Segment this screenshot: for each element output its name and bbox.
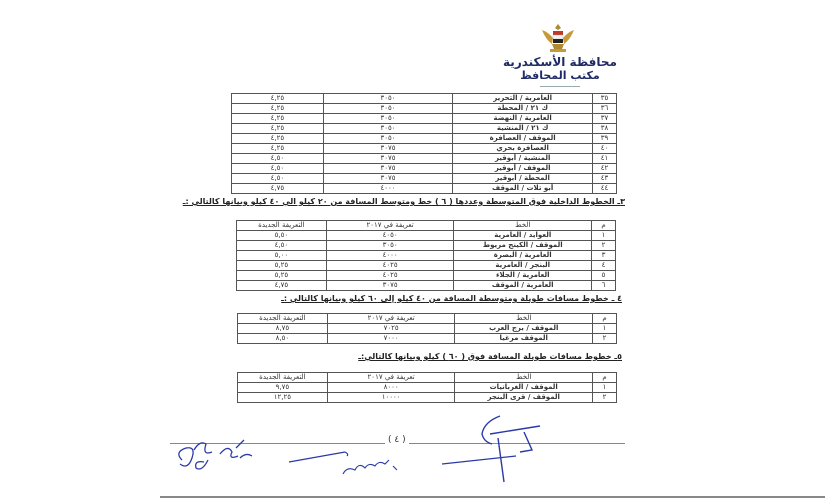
cell-fare-2017: ٤٠٢٥	[326, 261, 454, 271]
cell-route: الموقف / الكينج مريوط	[454, 241, 592, 251]
cell-new-fare: ٤,٥٠	[232, 174, 324, 184]
cell-num: ٤٢	[593, 164, 617, 174]
table-row	[232, 114, 617, 124]
table-row	[238, 324, 617, 334]
table-row	[232, 174, 617, 184]
cell-fare-2017: ٣٠٧٥	[323, 174, 453, 184]
cell-route: ك ٢١ / المنشية	[453, 124, 593, 134]
signature-middle-icon	[285, 448, 425, 478]
cell-route: الموقف / قرى البنجر	[455, 393, 593, 403]
section-3-heading: ٣ـ الخطوط الداخلية فوق المتوسطة وعددها ( ٦ ) خط ومتوسط المسافة من ٢٠ كيلو الي ٤٠ كيلو وبيانها كالتالي :ـ	[182, 197, 625, 206]
cell-num: ٣٦	[593, 104, 617, 114]
table-row	[237, 271, 616, 281]
cell-fare-2017: ٧٠٢٥	[327, 324, 455, 334]
section-4-table	[237, 313, 617, 344]
cell-route: ك ٢١ / المحطة	[453, 104, 593, 114]
table-row	[237, 231, 616, 241]
cell-route: العامرية / الموقف	[454, 281, 592, 291]
cell-num: ١	[593, 324, 617, 334]
cell-new-fare: ٤,٢٥	[232, 94, 324, 104]
cell-route: البنجر / العامرية	[454, 261, 592, 271]
table-row	[232, 144, 617, 154]
table-row	[238, 383, 617, 393]
cell-fare-2017: ٣٠٥٠	[323, 94, 453, 104]
table-row	[232, 94, 617, 104]
cell-new-fare: ٤,٢٥	[232, 124, 324, 134]
cell-fare-2017: ٣٠٥٠	[323, 134, 453, 144]
cell-fare-2017: ٣٠٧٥	[323, 144, 453, 154]
cell-new-fare: ١٢,٢٥	[238, 393, 328, 403]
cell-num: ٤٤	[593, 184, 617, 194]
egypt-eagle-emblem-icon	[540, 22, 576, 54]
cell-route: الموقف / الغربانيات	[455, 383, 593, 393]
cell-num: ٢	[593, 393, 617, 403]
cell-num: ٣	[592, 251, 616, 261]
cell-num: ٤	[592, 261, 616, 271]
section-5-table	[237, 372, 617, 403]
column-header-new-fare: التعريفة الجديدة	[238, 373, 328, 383]
cell-num: ٦	[592, 281, 616, 291]
cell-new-fare: ٨,٥٠	[238, 334, 328, 344]
cell-fare-2017: ٣٠٥٠	[323, 124, 453, 134]
cell-new-fare: ٥,٢٥	[237, 271, 327, 281]
cell-num: ٤١	[593, 154, 617, 164]
table-row	[232, 104, 617, 114]
cell-new-fare: ٤,٢٥	[232, 134, 324, 144]
cell-num: ٣٥	[593, 94, 617, 104]
cell-fare-2017: ٤٠٠٠	[323, 184, 453, 194]
cell-num: ١	[593, 383, 617, 393]
section-3-table	[236, 220, 616, 291]
table-row	[232, 124, 617, 134]
column-header-fare-2017: تعريفة في ٢٠١٧	[327, 314, 455, 324]
signature-right-icon	[440, 412, 560, 487]
letterhead	[470, 56, 650, 87]
cell-fare-2017: ٤٠٢٥	[326, 271, 454, 281]
cell-fare-2017: ١٠٠٠٠	[327, 393, 455, 403]
cell-route: المنشية / أبوقير	[453, 154, 593, 164]
cell-route: الموقف مرغيا	[455, 334, 593, 344]
table-header-row	[238, 373, 617, 383]
section-5-heading: ٥ـ خطوط مسافات طويلة المسافة فوق ( ٦٠ ) كيلو وبيانها كالتالي:ـ	[358, 352, 622, 361]
cell-new-fare: ٤,٢٥	[232, 114, 324, 124]
table-row	[238, 393, 617, 403]
page-bottom-edge	[160, 496, 825, 498]
fare-table-continued	[231, 93, 617, 194]
cell-route: الموقف / أبوقير	[453, 164, 593, 174]
cell-new-fare: ٤,٢٥	[232, 104, 324, 114]
table-row	[237, 281, 616, 291]
cell-new-fare: ٥,٠٠	[237, 251, 327, 261]
cell-num: ٣٧	[593, 114, 617, 124]
page-number: ( ٤ )	[385, 435, 409, 445]
cell-fare-2017: ٤٠٥٠	[326, 231, 454, 241]
column-header-new-fare: التعريفة الجديدة	[237, 221, 327, 231]
cell-route: العصافرة بحري	[453, 144, 593, 154]
column-header-route: الخط	[455, 314, 593, 324]
column-header-num: م	[592, 221, 616, 231]
cell-route: العامرية / البصرة	[454, 251, 592, 261]
cell-route: الموقف / برج العرب	[455, 324, 593, 334]
table-row	[232, 164, 617, 174]
cell-new-fare: ٤,٥٠	[232, 164, 324, 174]
cell-new-fare: ٨,٧٥	[238, 324, 328, 334]
table-row	[237, 251, 616, 261]
cell-route: العامرية / التحرير	[453, 94, 593, 104]
cell-route: العوايد / العامرية	[454, 231, 592, 241]
cell-num: ٢	[592, 241, 616, 251]
cell-new-fare: ٤,٧٥	[237, 281, 327, 291]
section-4-heading: ٤ ـ خطوط مسافات طويلة ومتوسطة المسافة من ٤٠ كيلو إلى ٦٠ كيلو وبيانها كالتالي :ـ	[281, 294, 622, 303]
signature-left-icon	[172, 430, 262, 480]
table-row	[237, 241, 616, 251]
table-row	[232, 134, 617, 144]
table-row	[232, 184, 617, 194]
org-name: محافظة الأسكندرية	[503, 55, 617, 69]
cell-fare-2017: ٧٠٠٠	[327, 334, 455, 344]
letterhead-divider	[540, 86, 580, 87]
cell-num: ٥	[592, 271, 616, 281]
column-header-route: الخط	[455, 373, 593, 383]
cell-new-fare: ٤,٢٥	[232, 144, 324, 154]
cell-route: العامرية / النهضة	[453, 114, 593, 124]
cell-new-fare: ٤,٧٥	[232, 184, 324, 194]
cell-fare-2017: ٣٠٧٥	[326, 281, 454, 291]
cell-num: ١	[592, 231, 616, 241]
cell-fare-2017: ٣٠٧٥	[323, 164, 453, 174]
office-name: مكتب المحافظ	[520, 69, 600, 82]
cell-fare-2017: ٣٠٥٠	[323, 104, 453, 114]
column-header-new-fare: التعريفة الجديدة	[238, 314, 328, 324]
cell-route: المحطة / أبوقير	[453, 174, 593, 184]
cell-new-fare: ٥,٥٠	[237, 231, 327, 241]
cell-new-fare: ٤,٥٠	[232, 154, 324, 164]
cell-route: الموقف / العصافرة	[453, 134, 593, 144]
column-header-fare-2017: تعريفة في ٢٠١٧	[327, 373, 455, 383]
column-header-route: الخط	[454, 221, 592, 231]
cell-fare-2017: ٣٠٧٥	[323, 154, 453, 164]
cell-num: ٤٣	[593, 174, 617, 184]
cell-fare-2017: ٨٠٠٠	[327, 383, 455, 393]
cell-num: ٢	[593, 334, 617, 344]
table-row	[238, 334, 617, 344]
table-header-row	[237, 221, 616, 231]
table-header-row	[238, 314, 617, 324]
cell-route: العامرية / الجلاء	[454, 271, 592, 281]
cell-fare-2017: ٣٠٥٠	[326, 241, 454, 251]
cell-new-fare: ٤,٥٠	[237, 241, 327, 251]
cell-new-fare: ٥,٢٥	[237, 261, 327, 271]
table-row	[237, 261, 616, 271]
cell-num: ٤٠	[593, 144, 617, 154]
column-header-num: م	[593, 373, 617, 383]
column-header-fare-2017: تعريفة في ٢٠١٧	[326, 221, 454, 231]
cell-new-fare: ٩,٧٥	[238, 383, 328, 393]
cell-num: ٣٨	[593, 124, 617, 134]
column-header-num: م	[593, 314, 617, 324]
cell-num: ٣٩	[593, 134, 617, 144]
cell-fare-2017: ٣٠٥٠	[323, 114, 453, 124]
cell-fare-2017: ٤٠٠٠	[326, 251, 454, 261]
cell-route: أبو تلات / الموقف	[453, 184, 593, 194]
table-row	[232, 154, 617, 164]
